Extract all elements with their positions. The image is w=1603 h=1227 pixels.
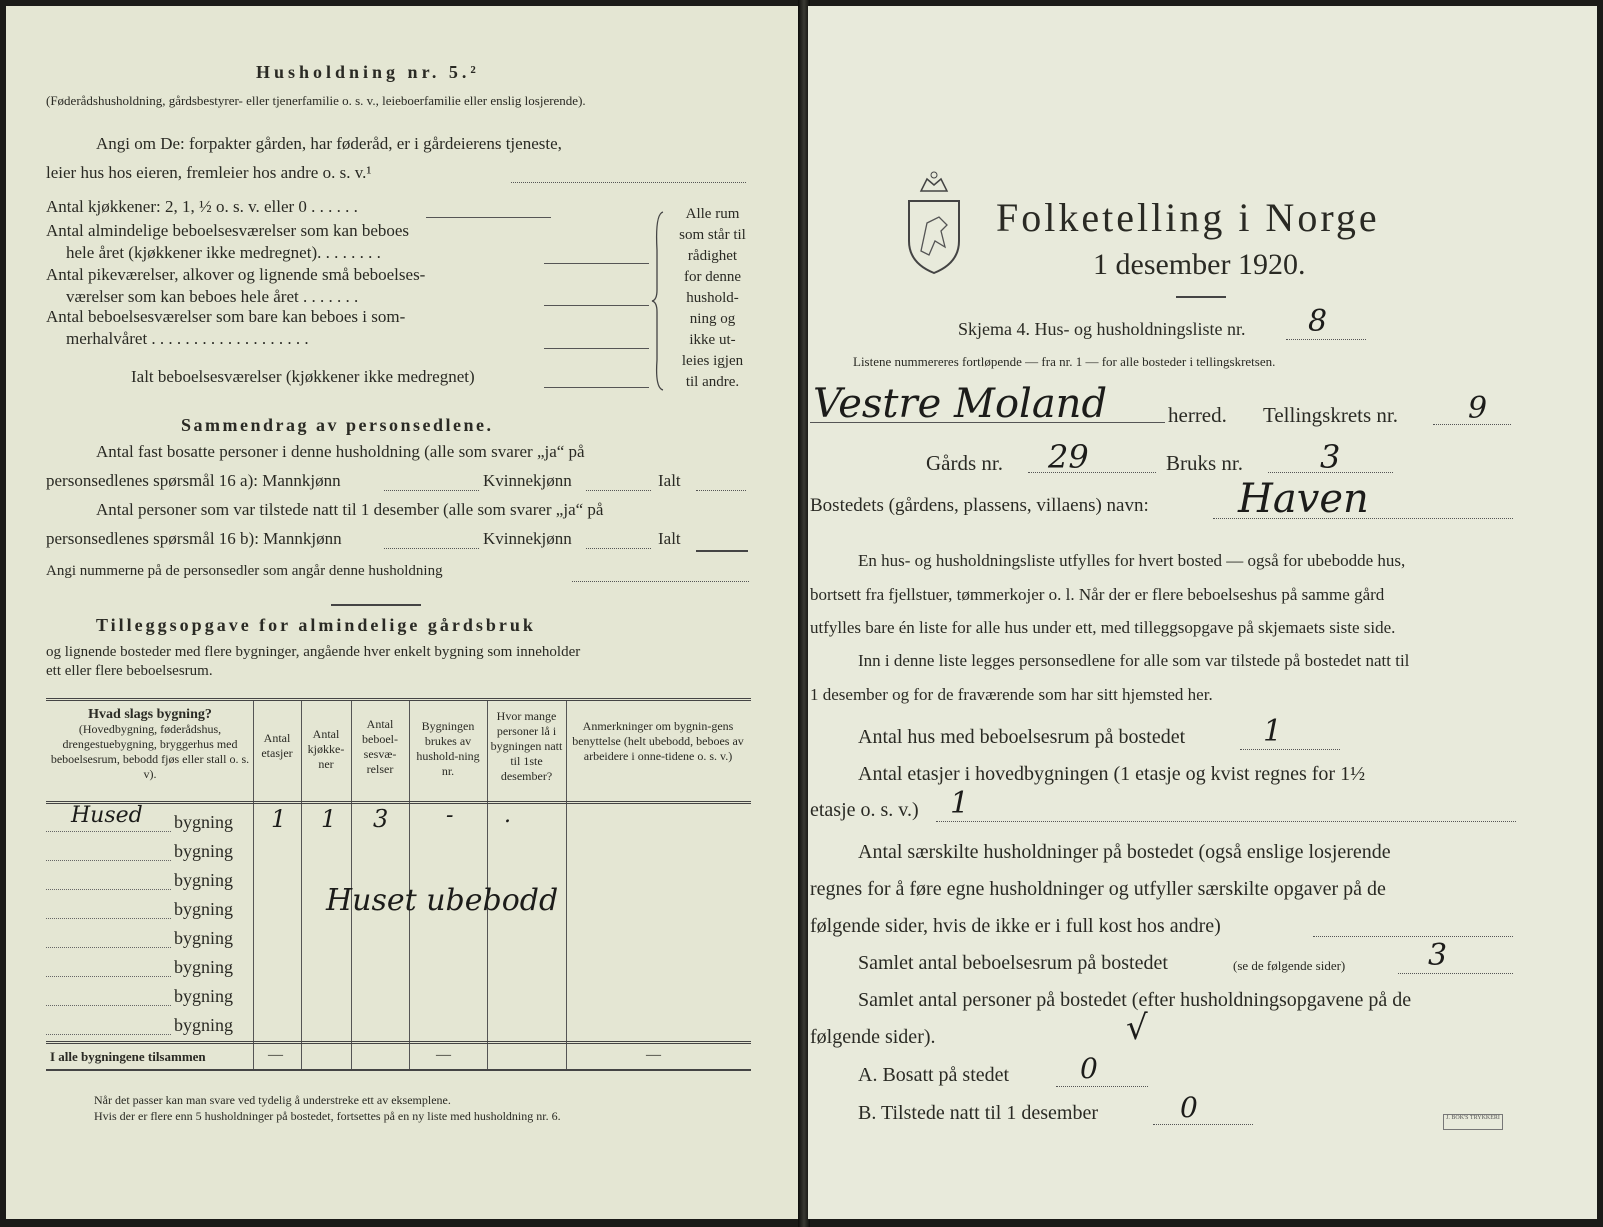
schema-number: 8: [1308, 304, 1328, 339]
farm-number-label: Gårds nr.: [926, 451, 1003, 475]
person-numbers-label: Angi nummerne på de personsedler som angår denne husholdning: [46, 563, 443, 579]
total-rooms-note: (se de følgende sider): [1233, 958, 1346, 973]
floors-value: 1: [950, 786, 970, 821]
census-district-label: Tellingskrets nr.: [1263, 403, 1399, 427]
info-para-1-line-2: bortsett fra fjellstuer, tømmerkojer o. l. Når der er flere beboelseshus på samme gård: [810, 585, 1385, 604]
col-header-kitchens: Antal kjøkke-ner: [307, 727, 345, 771]
ordinary-rooms-answer-line: [544, 263, 649, 264]
schema-label: Skjema 4. Hus- og husholdningsliste nr.: [958, 319, 1246, 339]
total-row-separator: [46, 1041, 751, 1044]
col-header-household: Bygningen brukes av hushold-ning nr.: [416, 719, 480, 778]
intro-line-2: leier hus hos eieren, fremleier hos andre o. s. v.¹: [46, 163, 372, 182]
row-fill-line: [46, 889, 171, 890]
summary-b-male-line: [384, 548, 479, 549]
summary-b-line-2: personsedlenes spørsmål 16 b): Mannkjønn: [46, 529, 342, 548]
row-label: bygning: [174, 986, 234, 1006]
total-rooms-value: 3: [1428, 938, 1448, 973]
maid-rooms-label-1: Antal pikeværelser, alkover og lignende små beboelses-: [46, 265, 426, 284]
holding-number-value: 3: [1320, 438, 1341, 476]
total-row-label: I alle bygningene tilsammen: [50, 1049, 206, 1064]
resident-label: A. Bosatt på stedet: [858, 1064, 1010, 1086]
house-count-line: [1240, 749, 1340, 750]
bracket-note: [670, 204, 755, 393]
footnote-2: Hvis der er flere enn 5 husholdninger på bostedet, fortsettes på en ny liste med husholdning nr. 6.: [94, 1109, 561, 1123]
total-rooms-label: Ialt beboelsesværelser (kjøkkener ikke medregnet): [131, 367, 475, 386]
summary-b-total-label: Ialt: [658, 529, 681, 548]
supplement-subtitle-2: ett eller flere beboelsesrum.: [46, 663, 213, 679]
title-rule: [1176, 296, 1226, 298]
row-fill-line: [46, 831, 171, 832]
total-persons-label-2: følgende sider).: [810, 1026, 936, 1048]
info-para-1-line-3: utfylles bare én liste for alle hus under ett, med tilleggsopgave på skjemaets siste side.: [810, 618, 1396, 637]
census-title: Folketelling i Norge: [996, 195, 1380, 240]
bracket-note-line: Alle rum: [685, 206, 740, 222]
floors-line: [936, 821, 1516, 822]
summer-rooms-label-2: merhalvåret . . . . . . . . . . . . . . . . . . .: [66, 329, 309, 348]
household-title: Husholdning nr. 5.²: [256, 62, 480, 82]
municipality-value: Vestre Moland: [813, 381, 1108, 427]
households-label-1: Antal særskilte husholdninger på bostedet (også enslige losjerende: [858, 841, 1391, 863]
maid-rooms-label-2: værelser som kan beboes hele året . . . . . . .: [66, 287, 359, 306]
printer-stamp: J. BOK'S TRYKKERI: [1443, 1114, 1503, 1130]
households-label-3: følgende sider, hvis de ikke er i full kost hos andre): [810, 915, 1221, 937]
row-label: bygning: [174, 899, 234, 919]
col-header-remarks: Anmerkninger om bygnin-gens benyttelse (helt ubebodd, beboes av arbeidere i onne-tidene o. s. v.): [572, 719, 744, 763]
resident-value: 0: [1080, 1052, 1098, 1085]
summary-b-female-label: Kvinnekjønn: [483, 529, 572, 548]
holding-number-label: Bruks nr.: [1166, 451, 1244, 475]
summary-a-line-2: personsedlenes spørsmål 16 a): Mannkjønn: [46, 471, 341, 490]
row-label: bygning: [174, 841, 234, 861]
total-household-dash: —: [436, 1047, 451, 1063]
bracket-note-line: for denne: [683, 269, 742, 285]
household-intro-note: (Føderådshusholdning, gårdsbestyrer- eller tjenerfamilie o. s. v., leieboerfamilie eller enslig losjerende).: [46, 93, 586, 108]
total-rooms-line: [1398, 973, 1513, 974]
summary-a-total-line: [696, 490, 746, 491]
header-separator: [46, 801, 751, 804]
intro-answer-line: [511, 182, 746, 183]
farm-number-line: [1028, 472, 1156, 473]
residence-name-value: Haven: [1238, 476, 1369, 522]
persons-value: .: [504, 803, 511, 828]
building-table: [46, 698, 751, 1071]
summer-rooms-label-1: Antal beboelsesværelser som bare kan beboes i som-: [46, 307, 406, 326]
total-rooms-label: Samlet antal beboelsesrum på bostedet: [858, 952, 1168, 974]
info-para-1-line-1: En hus- og husholdningsliste utfylles for hvert bosted — også for ubebodde hus,: [858, 551, 1406, 570]
census-district-line: [1433, 424, 1511, 425]
table-row: [46, 923, 751, 952]
present-label: B. Tilstede natt til 1 desember: [858, 1102, 1098, 1124]
intro-line-1: Angi om De: forpakter gården, har føderåd, er i gårdeierens tjeneste,: [96, 134, 562, 153]
residence-name-label: Bostedets (gårdens, plassens, villaens) navn:: [810, 495, 1149, 516]
row-label: bygning: [174, 870, 234, 890]
supplement-title: Tilleggsopgave for almindelige gårdsbruk: [96, 615, 536, 635]
present-value: 0: [1180, 1091, 1198, 1124]
table-row: [46, 1010, 751, 1039]
kitchens-label: Antal kjøkkener: 2, 1, ½ o. s. v. eller 0 . . . . . .: [46, 197, 358, 216]
total-rooms-answer-line: [544, 387, 649, 388]
row-label: bygning: [174, 957, 234, 977]
row-label: bygning: [174, 1015, 234, 1035]
kitchens-value: 1: [321, 805, 337, 833]
bracket-note-line: til andre.: [685, 374, 740, 390]
summary-b-line-1: Antal personer som var tilstede natt til 1 desember (alle som svarer „ja“ på: [96, 500, 604, 519]
household-value: -: [446, 803, 454, 828]
house-count-value: 1: [1263, 714, 1283, 749]
ordinary-rooms-label-2: hele året (kjøkkener ikke medregnet). . . . . . . .: [66, 243, 381, 262]
col-header-floors: Antal etasjer: [261, 731, 293, 760]
col-header-title: Hvad slags bygning?: [88, 707, 212, 722]
summary-b-female-line: [586, 548, 651, 549]
resident-line: [1056, 1086, 1148, 1087]
footnote-1: Når det passer kan man svare ved tydelig å understreke ett av eksemplene.: [94, 1093, 451, 1107]
maid-rooms-answer-line: [544, 305, 649, 306]
bracket-note-line: som står til: [679, 227, 746, 243]
norway-coat-of-arms-icon: [901, 161, 967, 276]
row-fill-line: [46, 860, 171, 861]
table-row: [46, 836, 751, 865]
municipality-line: [810, 422, 1165, 423]
households-line: [1313, 936, 1513, 937]
row-fill-line: [46, 947, 171, 948]
check-mark: √: [1126, 1008, 1148, 1048]
row-label: bygning: [174, 812, 234, 832]
kitchens-answer-line: [426, 217, 551, 218]
summary-title: Sammendrag av personsedlene.: [181, 415, 494, 435]
right-page: [808, 6, 1597, 1219]
left-page: [6, 6, 800, 1219]
households-label-2: regnes for å føre egne husholdninger og utfyller særskilte opgaver på de: [810, 878, 1386, 900]
building-type-value: Hused: [71, 803, 143, 828]
farm-number-value: 29: [1048, 438, 1089, 476]
holding-number-line: [1268, 472, 1393, 473]
bracket-note-line: ikke ut-: [689, 332, 736, 348]
col-header-rooms: Antal beboel-sesvæ-relser: [362, 717, 398, 776]
census-district-value: 9: [1468, 391, 1488, 426]
floors-label-1: Antal etasjer i hovedbygningen (1 etasje og kvist regnes for 1½: [858, 763, 1366, 785]
total-persons-label-1: Samlet antal personer på bostedet (efter husholdningsopgavene på de: [858, 989, 1412, 1011]
summary-a-male-line: [384, 490, 479, 491]
col-header-building-type: [50, 707, 250, 782]
floors-label-2: etasje o. s. v.): [810, 799, 919, 821]
summary-a-total-label: Ialt: [658, 471, 681, 490]
row-fill-line: [46, 918, 171, 919]
municipality-label: herred.: [1168, 403, 1227, 427]
census-date: 1 desember 1920.: [1093, 248, 1306, 281]
person-numbers-line: [572, 581, 749, 582]
bracket-note-line: ning og: [689, 311, 736, 327]
row-fill-line: [46, 976, 171, 977]
row-fill-line: [46, 1034, 171, 1035]
row-fill-line: [46, 1005, 171, 1006]
col-header-sub: (Hovedbygning, føderådshus, drengestuebygning, bryggerhus med beboelsesrum, bebodd fjøs eller stall o. s. v).: [50, 722, 250, 781]
house-count-label: Antal hus med beboelsesrum på bostedet: [858, 726, 1186, 748]
floors-value: 1: [271, 805, 287, 833]
info-para-2-line-1: Inn i denne liste legges personsedlene for alle som var tilstede på bostedet natt til: [858, 651, 1410, 670]
bracket-shape: [651, 210, 667, 392]
handwritten-remark: Huset ubebodd: [326, 883, 559, 918]
bracket-note-line: leies igjen: [681, 353, 744, 369]
ordinary-rooms-label-1: Antal almindelige beboelsesværelser som kan beboes: [46, 221, 410, 240]
row-label: bygning: [174, 928, 234, 948]
bracket-note-line: rådighet: [687, 248, 738, 264]
table-row: [46, 803, 751, 836]
col-header-persons: Hvor mange personer lå i bygningen natt til 1ste desember?: [490, 709, 563, 783]
summary-b-total-line: [696, 550, 748, 552]
supplement-subtitle-1: og lignende bosteder med flere bygninger, angående hver enkelt bygning som inneholder: [46, 644, 581, 660]
residence-name-line: [1213, 518, 1513, 519]
present-line: [1153, 1124, 1253, 1125]
summary-a-female-label: Kvinnekjønn: [483, 471, 572, 490]
total-floors-dash: —: [268, 1047, 283, 1063]
summary-a-line-1: Antal fast bosatte personer i denne husholdning (alle som svarer „ja“ på: [96, 442, 585, 461]
summer-rooms-answer-line: [544, 348, 649, 349]
bracket-note-line: hushold-: [686, 290, 739, 306]
section-divider: [331, 604, 421, 606]
info-para-2-line-2: 1 desember og for de fraværende som har sitt hjemsted her.: [810, 685, 1213, 704]
rooms-value: 3: [373, 805, 389, 833]
table-row: [46, 981, 751, 1010]
table-row: [46, 952, 751, 981]
numbering-note: Listene nummereres fortløpende — fra nr. 1 — for alle bosteder i tellingskretsen.: [853, 354, 1276, 369]
summary-a-female-line: [586, 490, 651, 491]
schema-number-line: [1286, 339, 1366, 340]
total-remarks-dash: —: [646, 1047, 661, 1063]
